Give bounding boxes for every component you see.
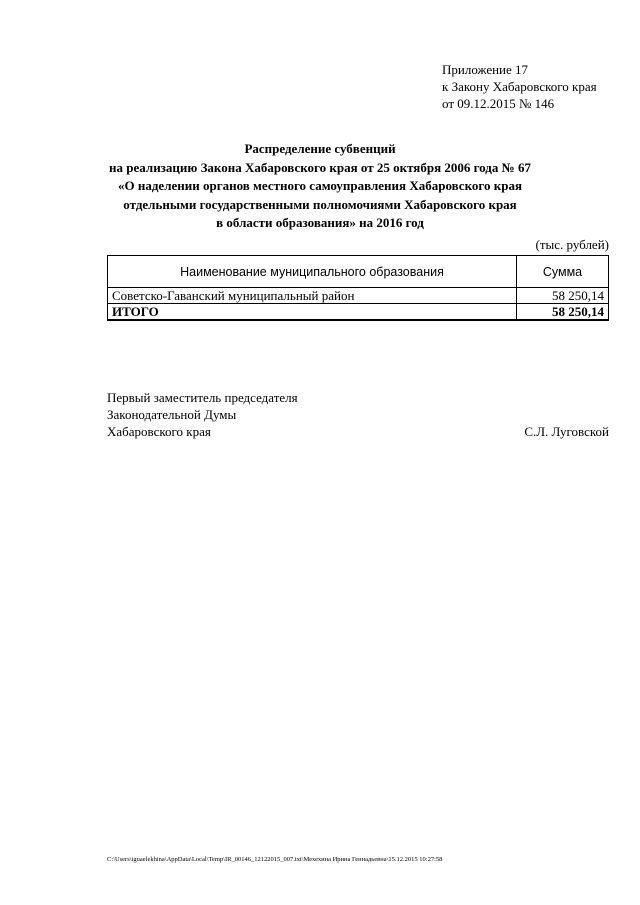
appendix-line-3: от 09.12.2015 № 146 (442, 96, 555, 111)
total-label: ИТОГО (108, 304, 517, 321)
document-title (60, 140, 580, 233)
table-header-row (108, 256, 609, 288)
units-label: (тыс. рублей) (535, 237, 609, 252)
appendix-line-1: Приложение 17 (442, 62, 529, 77)
title-line-3: «О наделении органов местного самоуправления Хабаровского края (118, 178, 522, 193)
title-line-4: отдельными государственными полномочиями Хабаровского края (123, 196, 517, 212)
distribution-table (107, 255, 609, 321)
header-name: Наименование муниципального образования (108, 256, 517, 288)
total-sum: 58 250,14 (517, 304, 609, 321)
title-line-2: на реализацию Закона Хабаровского края от 25 октября 2006 года № 67 (109, 159, 531, 175)
appendix-block (442, 61, 597, 112)
signature-line-2: Законодательной Думы (107, 407, 237, 422)
footer-file-path: C:\Users\iguaelekhina\AppData\Local\Temp\IR_00146_12122015_007.txt\Мехехина Ирина Геннадьевна\15.12.2015 10:27:58 (107, 856, 443, 863)
header-sum: Сумма (517, 256, 609, 288)
signature-line-3: Хабаровского края (107, 424, 211, 439)
signer-name: С.Л. Луговской (524, 424, 609, 439)
signature-line-1: Первый заместитель председателя (107, 390, 298, 405)
title-line-1: Распределение субвенций (244, 141, 396, 156)
row-sum: 58 250,14 (517, 288, 609, 304)
appendix-line-2: к Закону Хабаровского края (442, 79, 597, 94)
table-row (108, 288, 609, 304)
row-name: Советско-Гаванский муниципальный район (108, 288, 517, 304)
signature-block (107, 389, 609, 440)
table-total-row (108, 304, 609, 321)
title-line-5: в области образования» на 2016 год (216, 215, 424, 230)
